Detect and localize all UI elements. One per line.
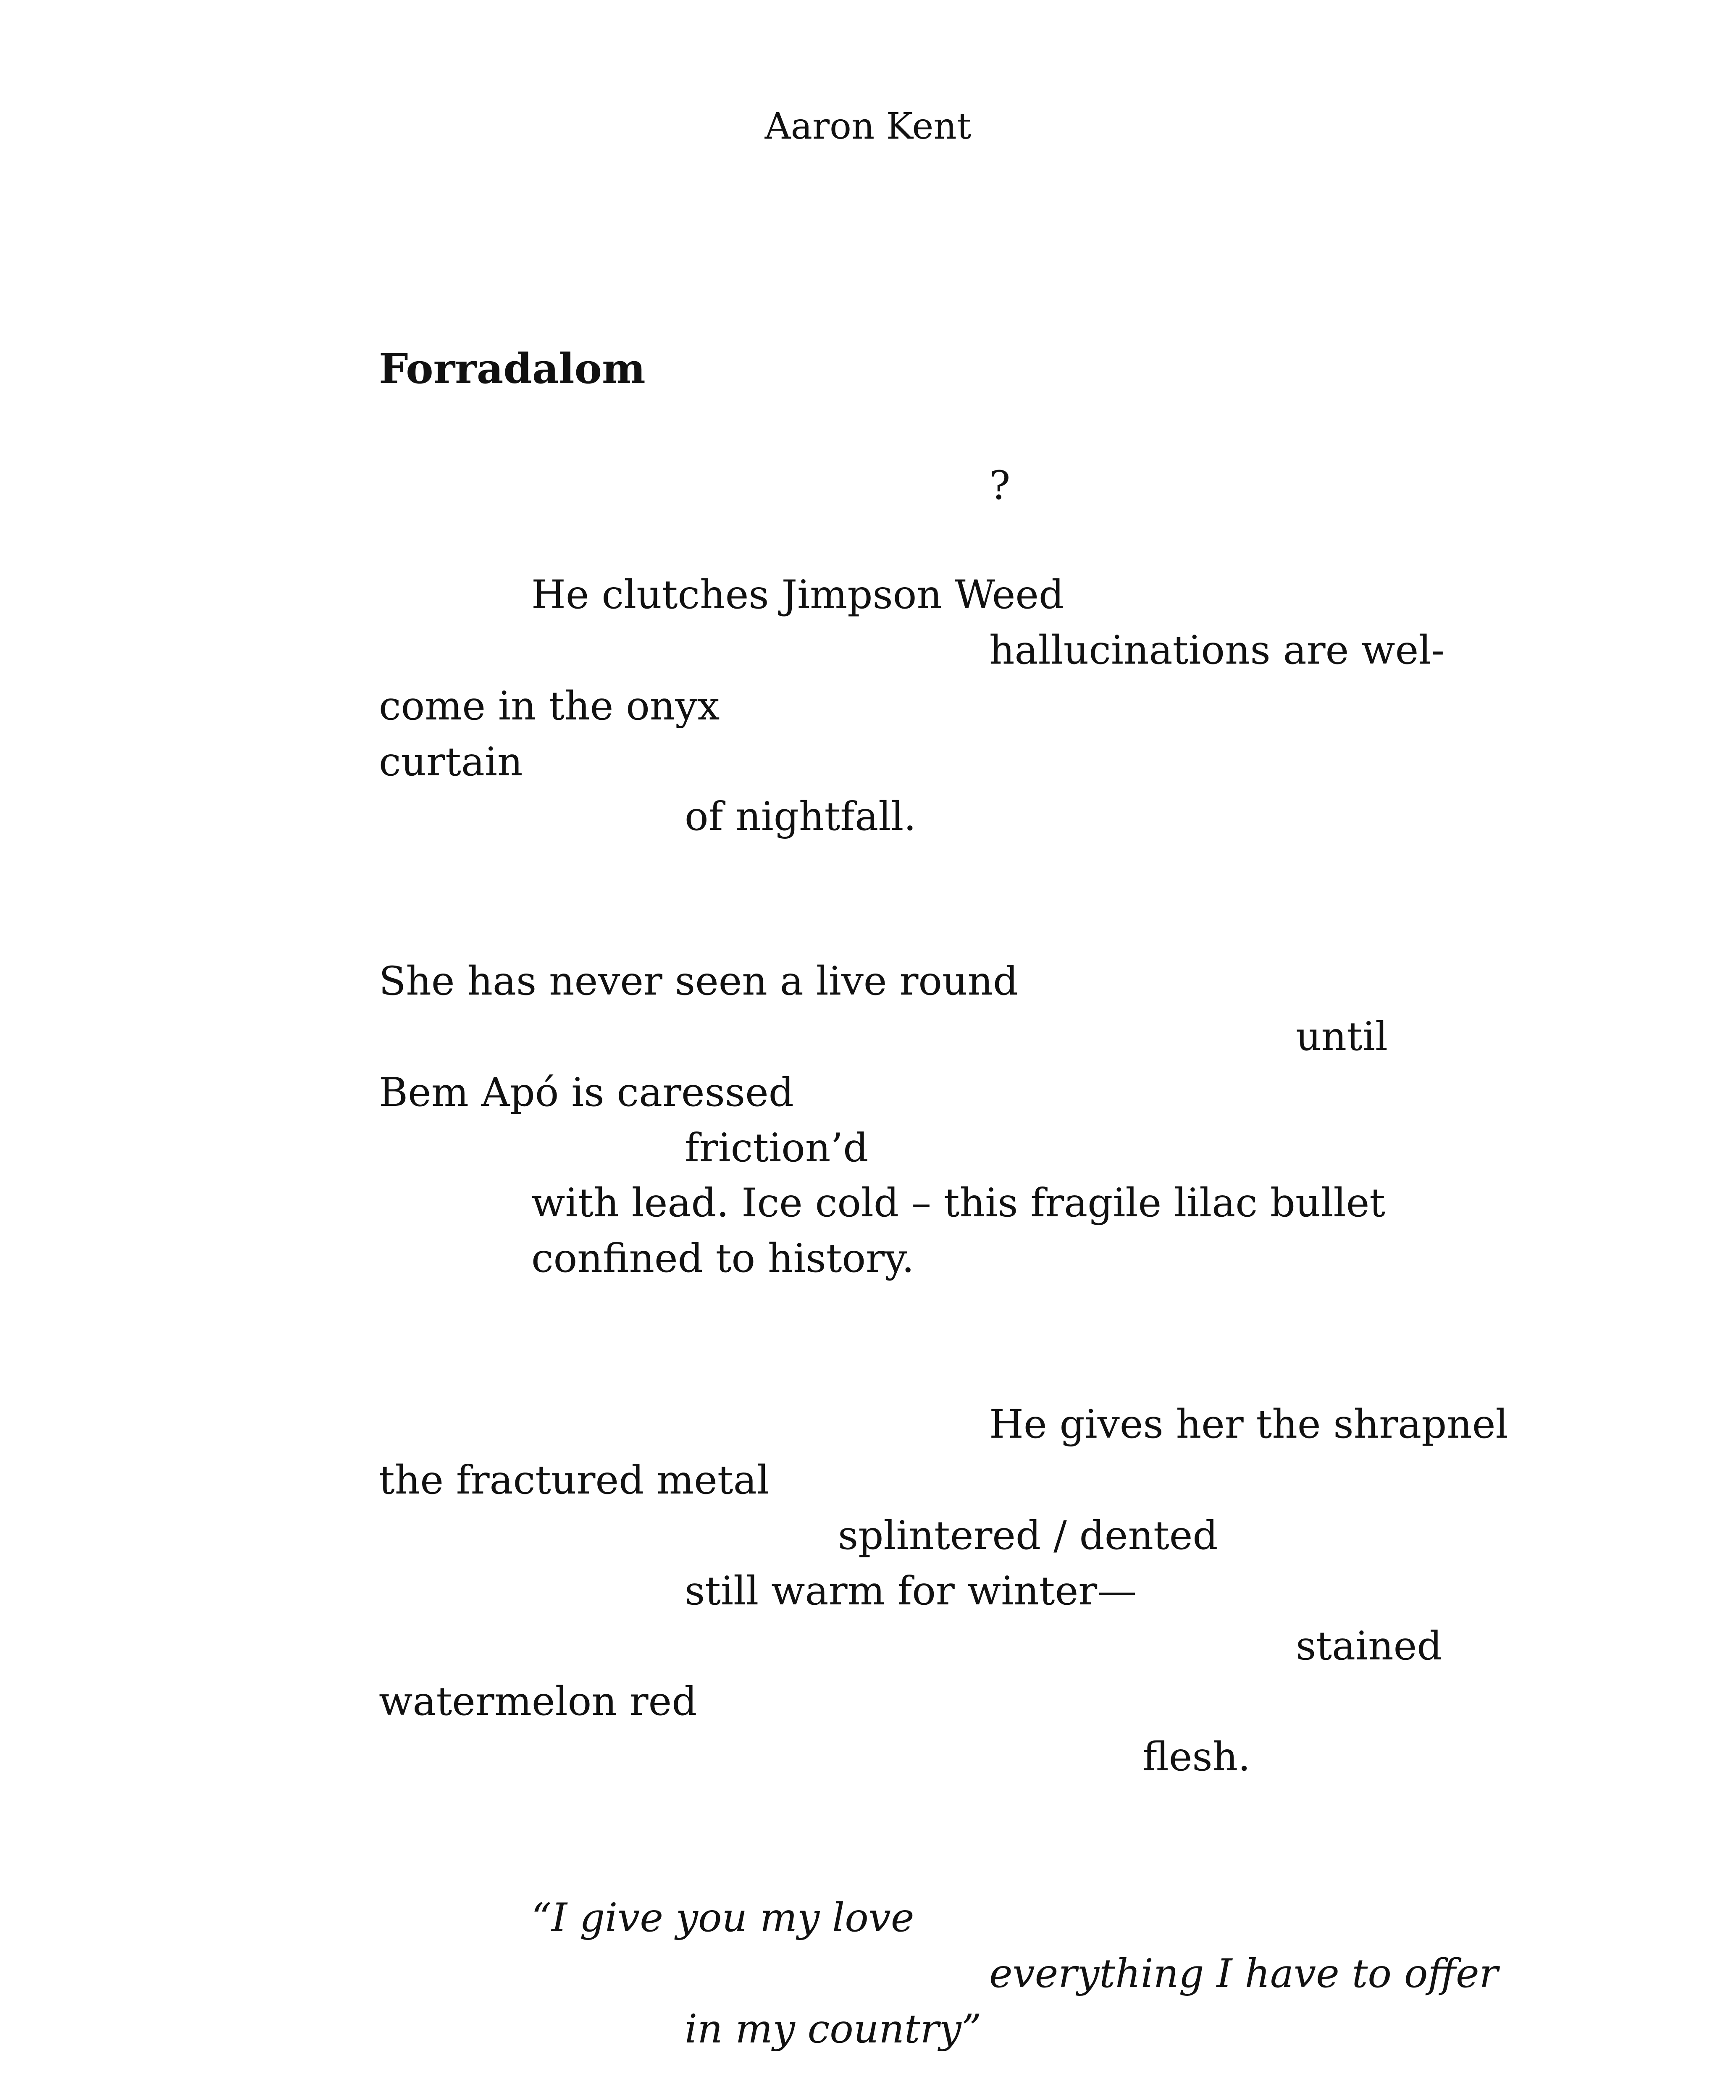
poem-line: Bem Apó is caressed: [379, 1070, 794, 1116]
running-header-author: Aaron Kent: [764, 105, 972, 147]
poem-line: of nightfall.: [685, 794, 917, 840]
poem-line: the fractured metal: [379, 1457, 770, 1503]
poem-line: until: [1296, 1014, 1388, 1060]
poem-title: Forradalom: [379, 345, 646, 393]
poem-line: watermelon red: [379, 1679, 697, 1725]
poem-line-italic: “I give you my love: [531, 1895, 914, 1941]
poem-line: splintered / dented: [838, 1513, 1218, 1559]
poem-line: She has never seen a live round: [379, 958, 1019, 1004]
poem-line: curtain: [379, 739, 523, 785]
poem-line: confined to history.: [531, 1236, 914, 1281]
poem-line: flesh.: [1142, 1734, 1250, 1780]
poem-question-mark: ?: [989, 463, 1011, 509]
poem-line-italic: everything I have to offer: [989, 1951, 1498, 1997]
poem-line-italic: in my country”: [685, 2006, 982, 2052]
poem-line: with lead. Ice cold – this fragile lilac bullet: [531, 1180, 1385, 1226]
poem-line: come in the onyx: [379, 683, 720, 729]
poem-line: still warm for winter—: [685, 1568, 1137, 1614]
poem-line: He clutches Jimpson Weed: [531, 572, 1064, 618]
poem-line: friction’d: [685, 1125, 869, 1171]
poem-line: hallucinations are wel-: [989, 627, 1445, 673]
poem-line: stained: [1296, 1623, 1442, 1669]
poem-line: He gives her the shrapnel: [989, 1402, 1508, 1447]
